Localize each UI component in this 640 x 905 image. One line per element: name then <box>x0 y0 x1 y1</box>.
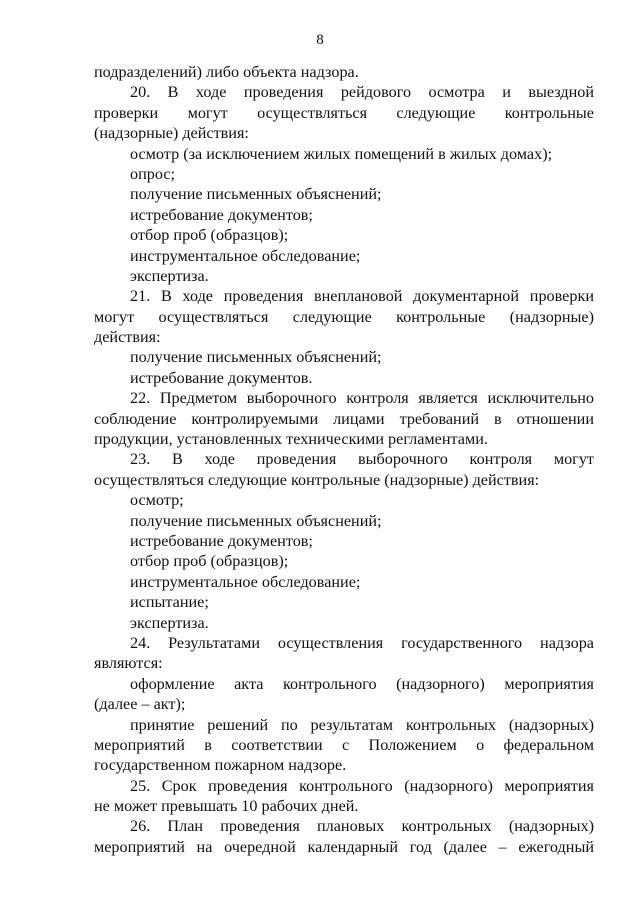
text-line: 22. Предметом выборочного контроля является исключительно <box>130 389 594 408</box>
text-line: не может превышать 10 рабочих дней. <box>94 797 359 816</box>
text-line: оформление акта контрольного (надзорного) мероприятия <box>130 674 594 693</box>
text-line: 24. Результатами осуществления государственного надзора <box>130 633 594 652</box>
text-line: 26. План проведения плановых контрольных (надзорных) <box>130 817 594 836</box>
text-line: отбор проб (образцов); <box>130 226 289 245</box>
text-line: осуществляться следующие контрольные (надзорные) действия: <box>94 470 540 489</box>
text-line: являются: <box>94 654 163 673</box>
text-line: 21. В ходе проведения внеплановой документарной проверки <box>130 287 594 306</box>
text-line: осмотр; <box>130 491 184 510</box>
text-line: инструментальное обследование; <box>130 246 361 265</box>
text-line: истребование документов; <box>130 531 313 550</box>
text-line: получение письменных объяснений; <box>130 348 382 367</box>
text-line: истребование документов; <box>130 205 313 224</box>
text-line: истребование документов. <box>130 368 313 387</box>
text-line: 23. В ходе проведения выборочного контроля могут <box>130 450 594 469</box>
page-number: 8 <box>316 32 324 48</box>
text-line: проверки могут осуществляться следующие контрольные <box>94 103 594 122</box>
text-line: экспертиза. <box>130 266 209 285</box>
text-line: получение письменных объяснений; <box>130 185 382 204</box>
text-line: испытание; <box>130 593 209 612</box>
text-line: (далее – акт); <box>94 695 186 714</box>
document-body <box>94 62 594 857</box>
text-line: инструментальное обследование; <box>130 572 361 591</box>
text-line: подразделений) либо объекта надзора. <box>94 63 359 81</box>
text-line: экспертиза. <box>130 613 209 632</box>
text-line: 25. Срок проведения контрольного (надзорного) мероприятия <box>130 776 594 795</box>
text-line: мероприятий на очередной календарный год (далее – ежегодный <box>94 837 594 856</box>
text-line: могут осуществляться следующие контрольные (надзорные) <box>94 307 594 326</box>
text-line: опрос; <box>130 164 176 183</box>
text-line: продукции, установленных техническими регламентами. <box>94 430 488 449</box>
text-line: государственном пожарном надзоре. <box>94 756 347 775</box>
text-line: отбор проб (образцов); <box>130 552 289 571</box>
text-line: 20. В ходе проведения рейдового осмотра и выездной <box>130 83 594 102</box>
text-line: (надзорные) действия: <box>94 124 249 143</box>
text-line: соблюдение контролируемыми лицами требований в отношении <box>94 409 594 428</box>
text-line: принятие решений по результатам контрольных (надзорных) <box>130 715 594 734</box>
text-line: осмотр (за исключением жилых помещений в жилых домах); <box>130 144 553 163</box>
text-line: получение письменных объяснений; <box>130 511 382 530</box>
text-line: действия: <box>94 328 161 347</box>
text-line: мероприятий в соответствии с Положением о федеральном <box>94 735 594 754</box>
